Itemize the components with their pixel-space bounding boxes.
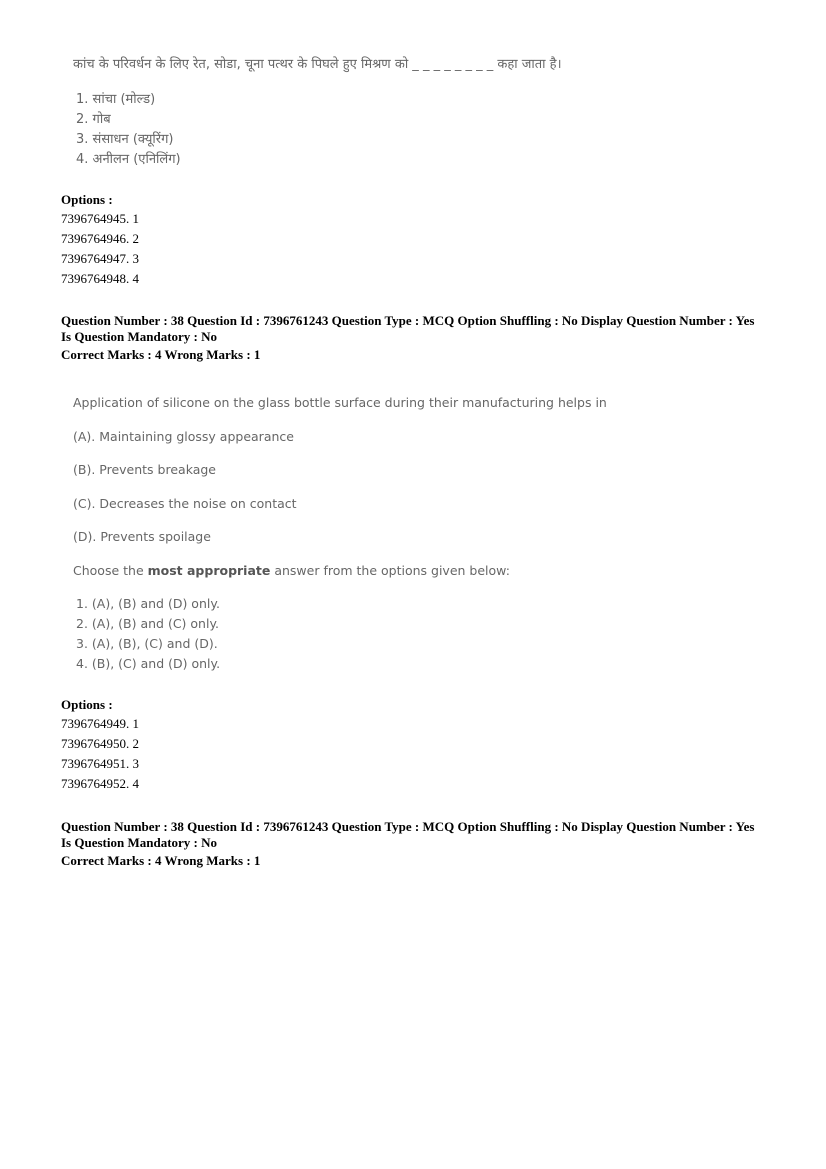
question-stem-hindi: कांच के परिवर्धन के लिए रेत, सोडा, चूना पत्थर के पिघले हुए मिश्रण को _ _ _ _ _ _ _ _ कहा जाता है।	[73, 57, 562, 72]
question-meta-line: Question Number : 38 Question Id : 7396761243 Question Type : MCQ Option Shuffling : No Display Question Number : Yes	[61, 313, 755, 328]
instruction-bold: most appropriate	[147, 563, 271, 578]
question-stem: Application of silicone on the glass bottle surface during their manufacturing helps in	[73, 395, 607, 410]
question-marks-line: Correct Marks : 4 Wrong Marks : 1	[61, 853, 261, 868]
instruction-pre: Choose the	[73, 563, 148, 578]
option-id-1: 7396764945. 1	[61, 211, 139, 226]
options-label: Options :	[61, 192, 113, 207]
option-id-2: 7396764950. 2	[61, 736, 139, 751]
choice-4: 4. अनीलन (एनिलिंग)	[76, 152, 181, 167]
statement-c: (C). Decreases the noise on contact	[73, 496, 297, 511]
question-mandatory-line: Is Question Mandatory : No	[61, 329, 218, 344]
instruction-post: answer from the options given below:	[270, 563, 510, 578]
choice-4: 4. (B), (C) and (D) only.	[76, 656, 221, 671]
question-marks-line: Correct Marks : 4 Wrong Marks : 1	[61, 347, 261, 362]
question-mandatory-line: Is Question Mandatory : No	[61, 835, 218, 850]
question-meta-line: Question Number : 38 Question Id : 7396761243 Question Type : MCQ Option Shuffling : No Display Question Number : Yes	[61, 819, 755, 834]
option-id-4: 7396764952. 4	[61, 776, 139, 791]
options-label: Options :	[61, 697, 113, 712]
option-id-1: 7396764949. 1	[61, 716, 139, 731]
choice-3: 3. (A), (B), (C) and (D).	[76, 636, 218, 651]
choice-3: 3. संसाधन (क्यूरिंग)	[76, 132, 174, 147]
choice-1: 1. सांचा (मोल्ड)	[76, 92, 156, 107]
statement-d: (D). Prevents spoilage	[73, 529, 211, 544]
choice-2: 2. गोब	[76, 112, 111, 127]
option-id-2: 7396764946. 2	[61, 231, 139, 246]
choice-1: 1. (A), (B) and (D) only.	[76, 596, 220, 611]
statement-b: (B). Prevents breakage	[73, 462, 216, 477]
option-id-4: 7396764948. 4	[61, 271, 139, 286]
choice-2: 2. (A), (B) and (C) only.	[76, 616, 220, 631]
option-id-3: 7396764951. 3	[61, 756, 139, 771]
statement-a: (A). Maintaining glossy appearance	[73, 429, 294, 444]
option-id-3: 7396764947. 3	[61, 251, 139, 266]
instruction	[73, 563, 510, 578]
